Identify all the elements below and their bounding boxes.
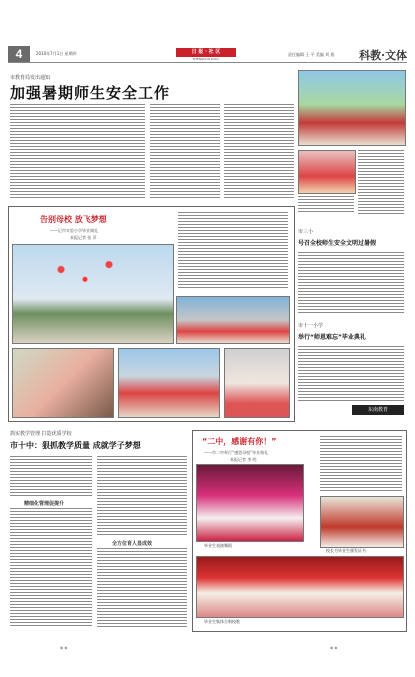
feature-byline: 本报记者 张 萍 bbox=[70, 235, 97, 240]
photo-caption-text-2 bbox=[298, 196, 354, 214]
bottom-body-col3 bbox=[97, 548, 187, 628]
teacher-student-photo bbox=[12, 348, 114, 418]
feature-body bbox=[178, 212, 288, 290]
lead-body-col1 bbox=[10, 104, 145, 200]
parade-photo bbox=[298, 70, 406, 146]
bottom-feature-subline: ——市二中举行“感恩母校”毕业典礼 bbox=[204, 450, 269, 455]
lead-kicker: 市教育局发出通知 bbox=[10, 75, 51, 81]
brand-badge: 东南教育 bbox=[352, 405, 404, 415]
story2-body bbox=[298, 346, 404, 402]
lead-body-col2 bbox=[150, 104, 220, 200]
dance-photo bbox=[196, 464, 304, 542]
certificate-photo bbox=[320, 496, 404, 548]
bottom-headline: 市十中：狠抓教学质量 成就学子梦想 bbox=[10, 441, 141, 450]
page-header bbox=[8, 46, 407, 63]
dance-caption: 毕业生表演舞蹈 bbox=[204, 543, 232, 548]
stage-photo bbox=[176, 296, 290, 344]
editor-credit: 责任编辑 王 平 美编 刘 燕 bbox=[288, 52, 335, 57]
bottom-subhead-1: 精细化管理促提升 bbox=[24, 501, 65, 507]
bottom-subhead-2: 全方位育人显成效 bbox=[112, 541, 153, 547]
bottom-feature-headline: “二中，感谢有你！” bbox=[202, 437, 277, 446]
graduation-photo bbox=[12, 244, 174, 344]
story2-title: 举行“师恩难忘”毕业典礼 bbox=[298, 334, 366, 341]
bottom-feature-byline: 本报记者 李 明 bbox=[230, 457, 257, 462]
story2-kicker: 市十一小学 bbox=[298, 323, 324, 329]
photo-caption-text bbox=[358, 150, 404, 214]
fold-mark-left: ◆ ◆ bbox=[60, 645, 68, 650]
bottom-kicker: 抓实教学管理 打造优质学校 bbox=[10, 431, 72, 437]
choir-photo bbox=[196, 556, 404, 618]
feature-subtitle: ——记市实验小学毕业典礼 bbox=[50, 228, 98, 233]
bottom-body-intro bbox=[10, 456, 92, 496]
certificate-caption: 校长为毕业生颁发证书 bbox=[326, 548, 366, 553]
lead-body-col3 bbox=[224, 104, 294, 200]
bottom-body-col1 bbox=[10, 508, 92, 628]
issue-date: 2010年7月1日 星期四 bbox=[36, 51, 77, 56]
lead-headline: 加强暑期师生安全工作 bbox=[10, 84, 171, 102]
story1-kicker: 市三小 bbox=[298, 229, 314, 235]
fold-mark-right: ◆ ◆ bbox=[330, 645, 338, 650]
story1-body bbox=[298, 252, 404, 314]
bottom-body-col2 bbox=[97, 456, 187, 536]
masthead-subtitle: SHENGHUO DAILY bbox=[192, 57, 220, 61]
choir-caption: 毕业生集体合唱校歌 bbox=[204, 619, 240, 624]
feature-title: 告别母校 放飞梦想 bbox=[40, 215, 107, 224]
story1-title: 号召全校师生安全文明过暑假 bbox=[298, 240, 377, 247]
student-portrait-photo bbox=[224, 348, 290, 418]
masthead-logo: 日 报 · 社 区 bbox=[176, 48, 236, 57]
event-photo bbox=[298, 150, 356, 194]
class-group-photo bbox=[118, 348, 220, 418]
section-title: 科教·文体 bbox=[359, 49, 407, 62]
bottom-feature-body bbox=[320, 436, 402, 492]
page-number: 4 bbox=[8, 46, 30, 62]
